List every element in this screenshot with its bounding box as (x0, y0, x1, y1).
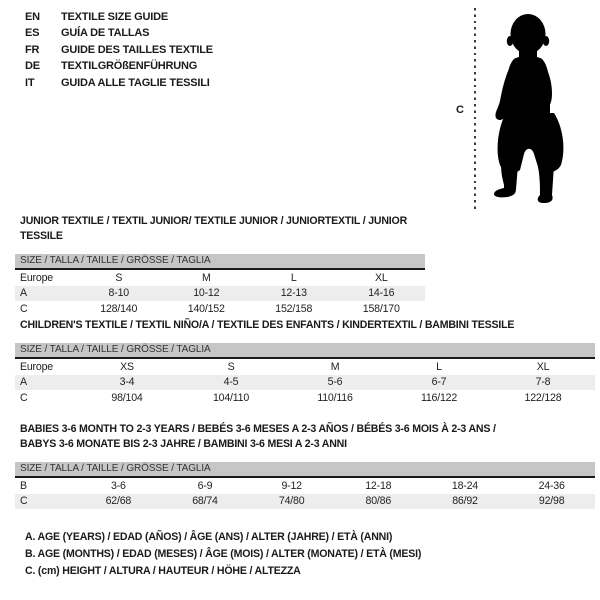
height-dotted-line (474, 8, 476, 210)
row-label: C (20, 495, 28, 508)
size-cell: 12-18 (365, 479, 392, 492)
language-title: TEXTILGRÖßENFÜHRUNG (61, 60, 198, 73)
size-cell: 80/86 (365, 495, 392, 508)
language-title: GUÍA DE TALLAS (61, 27, 150, 40)
legend-line: C. (cm) HEIGHT / ALTURA / HAUTEUR / HÖHE / ALTEZZA (25, 565, 301, 577)
size-cell: 68/74 (192, 495, 218, 508)
row-label: Europe (20, 271, 53, 284)
legend (25, 529, 421, 580)
language-row (25, 58, 213, 74)
table-title-line: BABYS 3-6 MONATE BIS 2-3 JAHRE / BAMBINI 3-6 MESI A 2-3 ANNI (20, 438, 347, 450)
size-cell: 98/104 (111, 391, 143, 404)
table-row (15, 286, 425, 302)
row-label: C (20, 391, 28, 404)
language-code: EN (25, 11, 40, 23)
table-row (15, 478, 595, 494)
size-bar (15, 462, 595, 478)
size-cell: M (330, 360, 340, 373)
legend-line: B. AGE (MONTHS) / EDAD (MESES) / ÂGE (MOIS) / ALTER (MONATE) / ETÀ (MESI) (25, 548, 422, 560)
size-cell: XL (536, 360, 550, 373)
size-cell: 128/140 (100, 302, 138, 315)
size-bar-label: SIZE / TALLA / TAILLE / GRÖSSE / TAGLIA (20, 463, 211, 474)
row-label: A (20, 287, 27, 300)
size-cell: 24-36 (538, 479, 565, 492)
table-row (15, 390, 595, 406)
size-cell: 86/92 (452, 495, 478, 508)
junior-textile-section (15, 214, 425, 317)
table-title-line: BABIES 3-6 MONTH TO 2-3 YEARS / BEBÉS 3-6 MESES A 2-3 AÑOS / BÉBÉS 3-6 MOIS À 2-3 ANS / (20, 423, 496, 435)
size-cell: 5-6 (327, 376, 343, 389)
size-cell: 110/116 (317, 391, 353, 404)
size-cell: XL (374, 271, 388, 284)
language-code: ES (25, 27, 40, 40)
row-label: A (20, 376, 27, 389)
size-cell: 6-7 (431, 376, 447, 389)
size-cell: 74/80 (278, 495, 305, 508)
table-title (20, 422, 595, 452)
language-code: DE (25, 60, 40, 73)
size-cell: 62/68 (105, 495, 132, 508)
size-cell: 12-13 (280, 287, 307, 300)
row-label: B (20, 479, 27, 492)
size-cell: 3-4 (119, 376, 135, 389)
table-row (15, 494, 595, 510)
table-title-line: CHILDREN'S TEXTILE / TEXTIL NIÑO/A / TEXTILE DES ENFANTS / KINDERTEXTIL / BAMBINI TESSILE (20, 319, 515, 331)
size-cell: 8-10 (108, 287, 129, 300)
table-title (20, 214, 425, 244)
children-textile-section (15, 318, 595, 406)
legend-line: A. AGE (YEARS) / EDAD (AÑOS) / ÂGE (ANS) / ALTER (JAHRE) / ETÀ (ANNI) (25, 531, 393, 543)
size-cell: XS (120, 360, 134, 373)
size-cell: 14-16 (368, 287, 395, 300)
language-row (25, 75, 213, 91)
babies-textile-section (15, 422, 595, 509)
language-title: GUIDE DES TAILLES TEXTILE (61, 43, 213, 56)
size-cell: 140/152 (187, 302, 225, 315)
children-size-table (15, 359, 595, 406)
junior-size-table (15, 270, 425, 317)
size-cell: 158/170 (362, 302, 400, 315)
size-cell: 9-12 (281, 479, 302, 492)
size-cell: M (201, 271, 211, 284)
row-label: Europe (20, 360, 53, 373)
size-cell: S (227, 360, 235, 373)
baby-silhouette-icon (490, 7, 570, 207)
babies-size-table (15, 478, 595, 509)
size-bar-label: SIZE / TALLA / TAILLE / GRÖSSE / TAGLIA (20, 344, 211, 355)
table-row (15, 375, 595, 391)
language-code: IT (25, 76, 35, 89)
size-cell: 18-24 (451, 479, 478, 492)
language-title: TEXTILE SIZE GUIDE (61, 11, 169, 23)
size-bar (15, 254, 425, 270)
table-title-line: JUNIOR TEXTILE / TEXTIL JUNIOR/ TEXTILE JUNIOR / JUNIORTEXTIL / JUNIOR TESSILE (20, 215, 408, 242)
size-cell: 152/158 (275, 302, 313, 315)
size-cell: 122/128 (524, 391, 562, 404)
table-row (15, 270, 425, 286)
row-label: C (20, 302, 28, 315)
size-cell: S (115, 271, 123, 284)
size-cell: L (436, 360, 442, 373)
table-row (15, 301, 425, 317)
size-cell: 3-6 (110, 479, 126, 492)
table-row (15, 359, 595, 375)
size-cell: 116/122 (420, 391, 458, 404)
language-row (25, 42, 213, 58)
size-bar (15, 343, 595, 359)
size-cell: L (290, 271, 297, 284)
language-row (25, 25, 213, 41)
table-title (20, 318, 595, 333)
language-list (25, 9, 213, 91)
size-cell: 10-12 (193, 287, 220, 300)
language-code: FR (25, 43, 40, 56)
language-title: GUIDA ALLE TAGLIE TESSILI (61, 76, 210, 89)
size-cell: 92/98 (538, 495, 565, 508)
height-measure-label: C (456, 104, 464, 116)
size-cell: 4-5 (223, 376, 239, 389)
size-cell: 104/110 (212, 391, 250, 404)
language-row (25, 9, 213, 25)
size-cell: 7-8 (535, 376, 551, 389)
size-cell: 6-9 (197, 479, 213, 492)
size-bar-label: SIZE / TALLA / TAILLE / GRÖSSE / TAGLIA (20, 255, 211, 266)
